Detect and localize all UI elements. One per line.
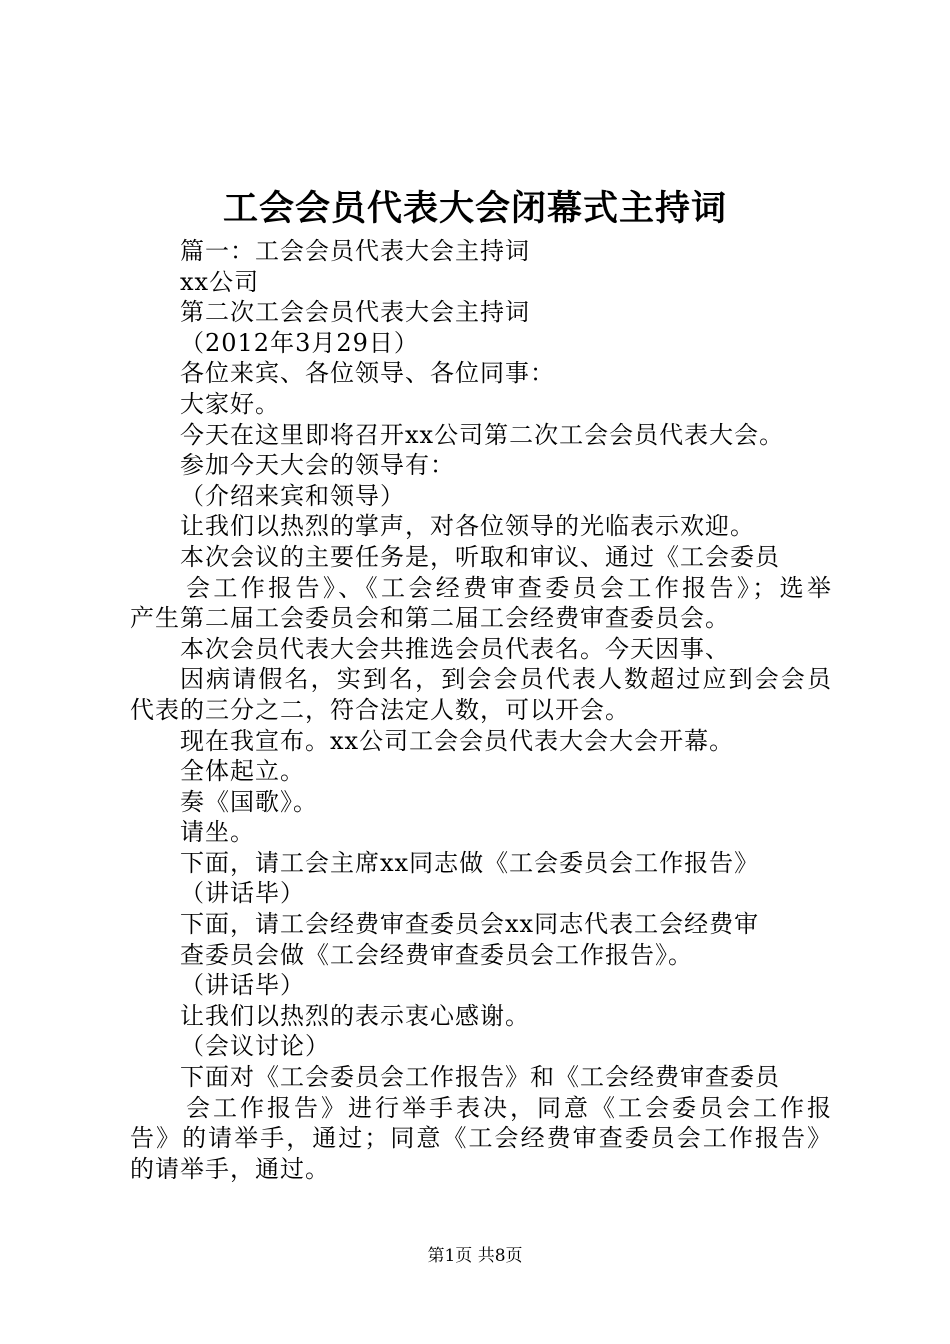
body-line: 各位来宾、各位领导、各位同事： — [180, 359, 555, 388]
body-line: 产生第二届工会委员会和第二届工会经费审查委员会。 — [130, 604, 730, 633]
body-line: （会议讨论） — [180, 1032, 330, 1061]
body-line: 本次会员代表大会共推选会员代表名。今天因事、 — [180, 634, 730, 663]
body-line: （讲话毕） — [180, 971, 305, 1000]
body-line: 今天在这里即将召开xx公司第二次工会会员代表大会。 — [180, 420, 785, 449]
body-line: 代表的三分之二，符合法定人数，可以开会。 — [130, 695, 630, 724]
body-line: 会工作报告》进行举手表决，同意《工会委员会工作报 — [186, 1093, 832, 1122]
body-line: 参加今天大会的领导有： — [180, 451, 455, 480]
page-footer: 第1页 共8页 — [427, 1246, 523, 1266]
body-line: 的请举手，通过。 — [130, 1154, 330, 1183]
body-line: 下面，请工会主席xx同志做《工会委员会工作报告》 — [180, 848, 760, 877]
body-line: 下面对《工会委员会工作报告》和《工会经费审查委员 — [180, 1063, 780, 1092]
body-line: （介绍来宾和领导） — [180, 481, 405, 510]
document-body — [130, 236, 832, 1184]
body-line: 篇一：工会会员代表大会主持词 — [180, 237, 530, 265]
body-line: （讲话毕） — [180, 879, 305, 908]
body-line: （2012年3月29日） — [180, 328, 419, 357]
body-line: xx公司 — [180, 267, 260, 296]
body-line: 第二次工会会员代表大会主持词 — [180, 298, 530, 327]
body-line: 因病请假名，实到名，到会会员代表人数超过应到会会员 — [180, 665, 832, 694]
body-line: 下面，请工会经费审查委员会xx同志代表工会经费审 — [180, 910, 760, 939]
document-title: 工会会员代表大会闭幕式主持词 — [222, 188, 727, 229]
body-line: 让我们以热烈的表示衷心感谢。 — [180, 1001, 530, 1030]
body-line: 查委员会做《工会经费审查委员会工作报告》。 — [180, 940, 693, 969]
body-line: 大家好。 — [180, 389, 280, 418]
body-line: 请坐。 — [180, 818, 255, 847]
body-line: 奏《国歌》。 — [180, 787, 318, 816]
body-line: 现在我宣布。xx公司工会会员代表大会大会开幕。 — [180, 726, 735, 755]
body-line: 会工作报告》、《工会经费审查委员会工作报告》；选举 — [186, 573, 832, 602]
body-line: 本次会议的主要任务是，听取和审议、通过《工会委员 — [180, 542, 780, 571]
body-line: 全体起立。 — [180, 757, 305, 786]
body-line: 告》的请举手，通过；同意《工会经费审查委员会工作报告》 — [130, 1124, 832, 1153]
body-line: 让我们以热烈的掌声，对各位领导的光临表示欢迎。 — [180, 512, 755, 541]
